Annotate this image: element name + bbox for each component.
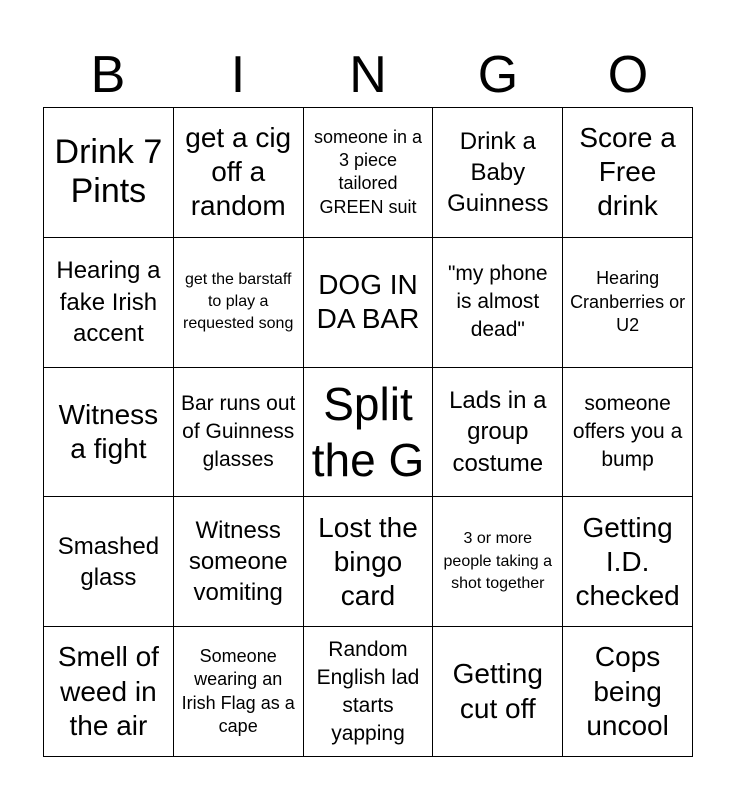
bingo-cell[interactable]: Cops being uncool bbox=[563, 627, 693, 757]
bingo-cell[interactable]: "my phone is almost dead" bbox=[433, 238, 563, 368]
header-letter-b: B bbox=[90, 46, 126, 104]
bingo-grid bbox=[43, 107, 693, 757]
bingo-cell[interactable]: Getting I.D. checked bbox=[563, 497, 693, 627]
bingo-cell-free-space[interactable]: Split the G bbox=[304, 368, 434, 498]
bingo-cell[interactable]: Witness a fight bbox=[44, 368, 174, 498]
bingo-cell[interactable]: get a cig off a random bbox=[174, 108, 304, 238]
bingo-cell[interactable]: get the barstaff to play a requested song bbox=[174, 238, 304, 368]
bingo-cell[interactable]: Lost the bingo card bbox=[304, 497, 434, 627]
bingo-header bbox=[43, 42, 693, 108]
bingo-cell[interactable]: Witness someone vomiting bbox=[174, 497, 304, 627]
bingo-cell[interactable]: DOG IN DA BAR bbox=[304, 238, 434, 368]
bingo-cell[interactable]: Smell of weed in the air bbox=[44, 627, 174, 757]
bingo-cell[interactable]: someone offers you a bump bbox=[563, 368, 693, 498]
bingo-cell[interactable]: 3 or more people taking a shot together bbox=[433, 497, 563, 627]
header-letter-n: N bbox=[349, 46, 387, 104]
bingo-cell[interactable]: Getting cut off bbox=[433, 627, 563, 757]
header-letter-i: I bbox=[230, 46, 246, 104]
bingo-cell[interactable]: Drink a Baby Guinness bbox=[433, 108, 563, 238]
bingo-cell[interactable]: Bar runs out of Guinness glasses bbox=[174, 368, 304, 498]
bingo-cell[interactable]: Lads in a group costume bbox=[433, 368, 563, 498]
bingo-cell[interactable]: Hearing a fake Irish accent bbox=[44, 238, 174, 368]
bingo-cell[interactable]: Score a Free drink bbox=[563, 108, 693, 238]
bingo-cell[interactable]: Smashed glass bbox=[44, 497, 174, 627]
bingo-cell[interactable]: Random English lad starts yapping bbox=[304, 627, 434, 757]
bingo-cell[interactable]: Someone wearing an Irish Flag as a cape bbox=[174, 627, 304, 757]
bingo-cell[interactable]: Hearing Cranberries or U2 bbox=[563, 238, 693, 368]
bingo-cell[interactable]: someone in a 3 piece tailored GREEN suit bbox=[304, 108, 434, 238]
header-letter-o: O bbox=[607, 46, 649, 104]
header-letter-g: G bbox=[477, 46, 519, 104]
bingo-cell[interactable]: Drink 7 Pints bbox=[44, 108, 174, 238]
